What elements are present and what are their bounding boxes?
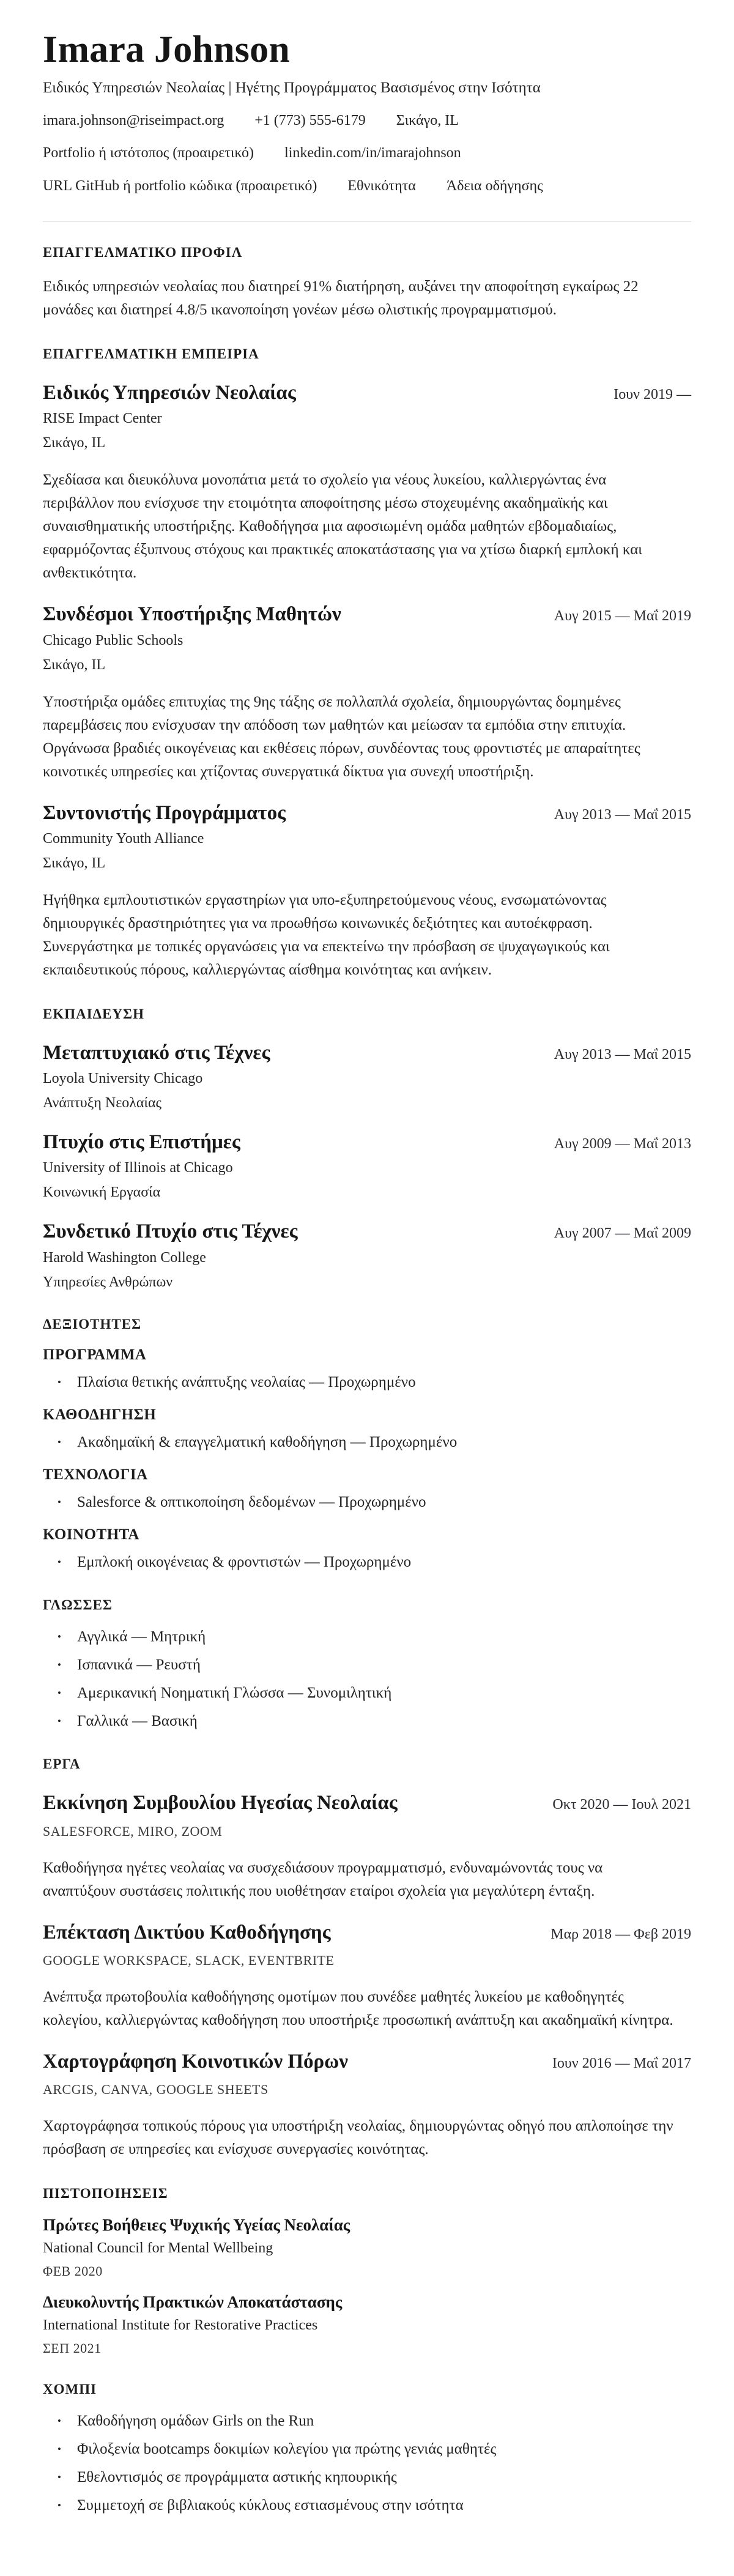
certification-issuer: National Council for Mental Wellbeing (43, 2240, 273, 2256)
skill-category: ΠΡΟΓΡΑΜΜΑ (43, 1346, 147, 1364)
project-description: Χαρτογράφησα τοπικούς πόρους για υποστήριξη νεολαίας, δημιουργώντας οδηγό που απλοποίησε την πρόσβαση σε υπηρεσίες και ενίσχυσε συνεργασίες κοινότητας. (43, 2118, 673, 2158)
project-tools: ARCGIS, CANVA, GOOGLE SHEETS (43, 2082, 269, 2098)
education-section-heading: ΕΚΠΑΙΔΕΥΣΗ (43, 1006, 144, 1022)
hobby-item-text: Συμμετοχή σε βιβλιακούς κύκλους εστιασμένους στην ισότητα (77, 2496, 464, 2514)
job-title-row (43, 801, 691, 826)
degree-dates: Αυγ 2007 — Μαΐ 2009 (554, 1225, 691, 1242)
skill-category: ΤΕΧΝΟΛΟΓΙΑ (43, 1466, 148, 1483)
job-description: Σχεδίασα και διευκόλυνα μονοπάτια μετά το σχολείο για νέους λυκείου, καλλιεργώντας ένα περιβάλλον που ενίσχυσε την ετοιμότητα αποφοίτησης μέσω στοχευμένης ακαδημαϊκής και συναισθηματικής υποστήριξης. Καθοδήγησα μια αφοσιωμένη ομάδα μαθητών εβδομαδιαίως, εφαρμόζοντας έξυπνους στόχους και πρακτικές αποκατάστασης για να χτίσω διαρκή εμπλοκή και ανθεκτικότητα. (43, 472, 643, 582)
language-item-text: Αγγλικά — Μητρική (77, 1628, 206, 1646)
degree-field: Ανάπτυξη Νεολαίας (43, 1095, 162, 1112)
section-hobbies (43, 2380, 691, 2516)
skill-item (43, 1492, 691, 1513)
hobby-item (43, 2439, 691, 2460)
skill-item-text: Πλαίσια θετικής ανάπτυξης νεολαίας — Προχωρημένο (77, 1374, 416, 1391)
skill-item-text: Salesforce & οπτικοποίηση δεδομένων — Προχωρημένο (77, 1494, 426, 1511)
skill-category: ΚΑΘΟΔΗΓΗΣΗ (43, 1406, 157, 1423)
section-profile (43, 243, 691, 322)
project-dates: Ιουν 2016 — Μαΐ 2017 (552, 2055, 691, 2071)
job-entry (43, 602, 691, 783)
email-text: imara.johnson@riseimpact.org (43, 112, 224, 128)
degree-field: Υπηρεσίες Ανθρώπων (43, 1274, 173, 1290)
skill-item (43, 1552, 691, 1573)
job-dates: Αυγ 2015 — Μαΐ 2019 (554, 608, 691, 625)
job-title-row (43, 380, 691, 406)
contact-row-2 (43, 143, 691, 164)
education-entry (43, 1041, 691, 1113)
candidate-name: Imara Johnson (43, 29, 290, 70)
education-entry (43, 1130, 691, 1202)
job-location: Σικάγο, IL (43, 435, 106, 451)
bullet-icon: • (57, 2415, 61, 2427)
project-description: Καθοδήγησα ηγέτες νεολαίας να συσχεδιάσουν προγραμματισμό, ενδυναμώνοντάς τους να αναπτύξουν συστάσεις πολιτικής που υιοθέτησαν εταίροι σχολεία για μεγαλύτερη ένταξη. (43, 1859, 603, 1899)
contact-row-3 (43, 176, 691, 197)
certification-issuer: International Institute for Restorative Practices (43, 2317, 318, 2333)
project-title-row (43, 2049, 691, 2074)
resume-header (43, 29, 691, 221)
section-skills (43, 1315, 691, 1573)
certification-date: ΣΕΠ 2021 (43, 2340, 102, 2356)
certification-entry (43, 2214, 691, 2280)
bullet-icon: • (57, 1556, 61, 1568)
portfolio-placeholder-text: Portfolio ή ιστότοπος (προαιρετικό) (43, 145, 254, 161)
degree-title: Συνδετικό Πτυχίο στις Τέχνες (43, 1220, 298, 1243)
certification-title: Πρώτες Βοήθειες Ψυχικής Υγείας Νεολαίας (43, 2215, 350, 2234)
project-tools: SALESFORCE, MIRO, ZOOM (43, 1823, 223, 1839)
languages-section-heading: ΓΛΩΣΣΕΣ (43, 1597, 113, 1613)
skills-section-heading: ΔΕΞΙΟΤΗΤΕΣ (43, 1316, 142, 1332)
hobby-item (43, 2411, 691, 2432)
job-title-row (43, 602, 691, 627)
degree-title-row (43, 1219, 691, 1244)
project-title: Χαρτογράφηση Κοινοτικών Πόρων (43, 2050, 349, 2073)
job-location: Σικάγο, IL (43, 855, 106, 871)
job-location: Σικάγο, IL (43, 656, 106, 673)
driving-license-text: Άδεια οδήγησης (446, 177, 543, 194)
project-description: Ανέπτυξα πρωτοβουλία καθοδήγησης ομοτίμων που συνέδεε μαθητές λυκείου με καθοδηγητές κολεγίου, καλλιεργώντας καθοδήγηση που υποστήριξε προσωπική ανάπτυξη και ακαδημαϊκή κίνητρα. (43, 1988, 673, 2029)
project-dates: Μαρ 2018 — Φεβ 2019 (550, 1926, 691, 1942)
language-item (43, 1683, 691, 1704)
job-title: Ειδικός Υπηρεσιών Νεολαίας (43, 382, 296, 404)
job-dates: Ιουν 2019 — (614, 387, 691, 403)
degree-title-row (43, 1130, 691, 1155)
bullet-icon: • (57, 2499, 61, 2511)
skill-item (43, 1372, 691, 1393)
location-text: Σικάγο, IL (396, 112, 459, 128)
phone-text: +1 (773) 555-6179 (254, 112, 366, 128)
degree-school: Harold Washington College (43, 1249, 206, 1266)
project-title: Εκκίνηση Συμβουλίου Ηγεσίας Νεολαίας (43, 1792, 398, 1814)
hobby-item (43, 2467, 691, 2488)
education-entry (43, 1219, 691, 1291)
job-title: Συνδέσμοι Υποστήριξης Μαθητών (43, 603, 341, 626)
hobby-item-text: Εθελοντισμός σε προγράμματα αστικής κηπουρικής (77, 2468, 397, 2485)
degree-title: Μεταπτυχιακό στις Τέχνες (43, 1041, 270, 1064)
job-company: Chicago Public Schools (43, 632, 184, 648)
job-company: Community Youth Alliance (43, 830, 204, 847)
certification-date: ΦΕΒ 2020 (43, 2263, 103, 2279)
degree-school: University of Illinois at Chicago (43, 1160, 233, 1176)
bullet-icon: • (57, 2443, 61, 2455)
degree-dates: Αυγ 2009 — Μαΐ 2013 (554, 1136, 691, 1153)
skill-item-text: Εμπλοκή οικογένειας & φροντιστών — Προχωρημένο (77, 1554, 412, 1571)
language-item-text: Γαλλικά — Βασική (77, 1713, 198, 1730)
language-item-text: Αμερικανική Νοηματική Γλώσσα — Συνομιλητική (77, 1685, 392, 1702)
section-projects (43, 1755, 691, 2161)
job-entry (43, 380, 691, 585)
bullet-icon: • (57, 1436, 61, 1449)
certifications-section-heading: ΠΙΣΤΟΠΟΙΗΣΕΙΣ (43, 2186, 168, 2202)
job-description: Ηγήθηκα εμπλουτιστικών εργαστηρίων για υπο-εξυπηρετούμενους νέους, ενσωματώνοντας δημιουργικές δραστηριότητες για να προωθήσω κοινωνικές δεξιότητες και αυτοέκφραση. Συνεργάστηκα με τοπικές οργανώσεις για να επεκτείνω την πρόσβαση σε ψυχαγωγικούς και εκπαιδευτικούς πόρους, καλλιεργώντας αίσθημα κοινότητας και ανήκειν. (43, 891, 610, 978)
degree-title-row (43, 1041, 691, 1066)
hobbies-section-heading: ΧΟΜΠΙ (43, 2381, 97, 2397)
hobby-item (43, 2495, 691, 2516)
skill-category: ΚΟΙΝΟΤΗΤΑ (43, 1526, 139, 1543)
skill-group (43, 1465, 691, 1513)
project-dates: Οκτ 2020 — Ιουλ 2021 (552, 1797, 691, 1813)
project-title-row (43, 1791, 691, 1816)
bullet-icon: • (57, 1687, 61, 1699)
section-education (43, 1005, 691, 1292)
experience-section-heading: ΕΠΑΓΓΕΛΜΑΤΙΚΗ ΕΜΠΕΙΡΙΑ (43, 346, 259, 362)
job-entry (43, 801, 691, 982)
job-dates: Αυγ 2013 — Μαΐ 2015 (554, 806, 691, 823)
language-item (43, 1655, 691, 1676)
job-description: Υποστήριξα ομάδες επιτυχίας της 9ης τάξης σε πολλαπλά σχολεία, δημιουργώντας δομημένες παρεμβάσεις που ενίσχυσαν την απόδοση των μαθητών και μείωσαν τα εμπόδια στην επιτυχία. Οργάνωσα βραδιές οικογένειας και εκθέσεις πόρων, συνδέοντας τους φροντιστές με απαραίτητες κοινοτικές υπηρεσίες και χτίζοντας συνεργατικά δίκτυα για συνεχή υποστήριξη. (43, 693, 640, 780)
section-experience (43, 345, 691, 982)
hobby-item-text: Καθοδήγηση ομάδων Girls on the Run (77, 2412, 314, 2429)
project-entry (43, 1920, 691, 2032)
certification-title: Διευκολυντής Πρακτικών Αποκατάστασης (43, 2292, 343, 2311)
project-tools: GOOGLE WORKSPACE, SLACK, EVENTBRITE (43, 1952, 335, 1968)
section-certifications (43, 2184, 691, 2357)
project-entry (43, 2049, 691, 2161)
skill-item (43, 1432, 691, 1453)
skill-group (43, 1345, 691, 1393)
linkedin-text: linkedin.com/in/imarajohnson (284, 145, 461, 161)
project-entry (43, 1791, 691, 1902)
bullet-icon: • (57, 2471, 61, 2483)
degree-field: Κοινωνική Εργασία (43, 1184, 161, 1201)
nationality-text: Εθνικότητα (347, 177, 416, 194)
profile-summary-text: Ειδικός υπηρεσιών νεολαίας που διατηρεί 91% διατήρηση, αυξάνει την αποφοίτηση εγκαίρως 22 μονάδες και διατηρεί 4.8/5 ικανοποίηση γονέων μέσω ολιστικής προγραμματισμού. (43, 278, 639, 319)
github-placeholder-text: URL GitHub ή portfolio κώδικα (προαιρετικό) (43, 177, 317, 194)
skill-group (43, 1525, 691, 1573)
bullet-icon: • (57, 1659, 61, 1671)
profile-section-heading: ΕΠΑΓΓΕΛΜΑΤΙΚΟ ΠΡΟΦΙΛ (43, 245, 243, 261)
degree-title: Πτυχίο στις Επιστήμες (43, 1131, 240, 1154)
skill-item-text: Ακαδημαϊκή & επαγγελματική καθοδήγηση — Προχωρημένο (77, 1434, 458, 1451)
job-company: RISE Impact Center (43, 410, 162, 427)
hobby-item-text: Φιλοξενία bootcamps δοκιμίων κολεγίου για πρώτης γενιάς μαθητές (77, 2440, 497, 2457)
language-item (43, 1627, 691, 1647)
skill-group (43, 1405, 691, 1453)
bullet-icon: • (57, 1376, 61, 1389)
language-item-text: Ισπανικά — Ρευστή (77, 1657, 201, 1674)
section-languages (43, 1596, 691, 1732)
degree-school: Loyola University Chicago (43, 1071, 203, 1087)
contact-row-1 (43, 111, 691, 132)
bullet-icon: • (57, 1496, 61, 1509)
job-title: Συντονιστής Προγράμματος (43, 801, 286, 824)
degree-dates: Αυγ 2013 — Μαΐ 2015 (554, 1046, 691, 1063)
bullet-icon: • (57, 1715, 61, 1728)
certification-entry (43, 2291, 691, 2357)
candidate-headline: Ειδικός Υπηρεσιών Νεολαίας | Ηγέτης Προγράμματος Βασισμένος στην Ισότητα (43, 79, 541, 96)
projects-section-heading: ΕΡΓΑ (43, 1756, 81, 1772)
project-title-row (43, 1920, 691, 1945)
project-title: Επέκταση Δικτύου Καθοδήγησης (43, 1921, 331, 1943)
bullet-icon: • (57, 1631, 61, 1643)
language-item (43, 1711, 691, 1732)
